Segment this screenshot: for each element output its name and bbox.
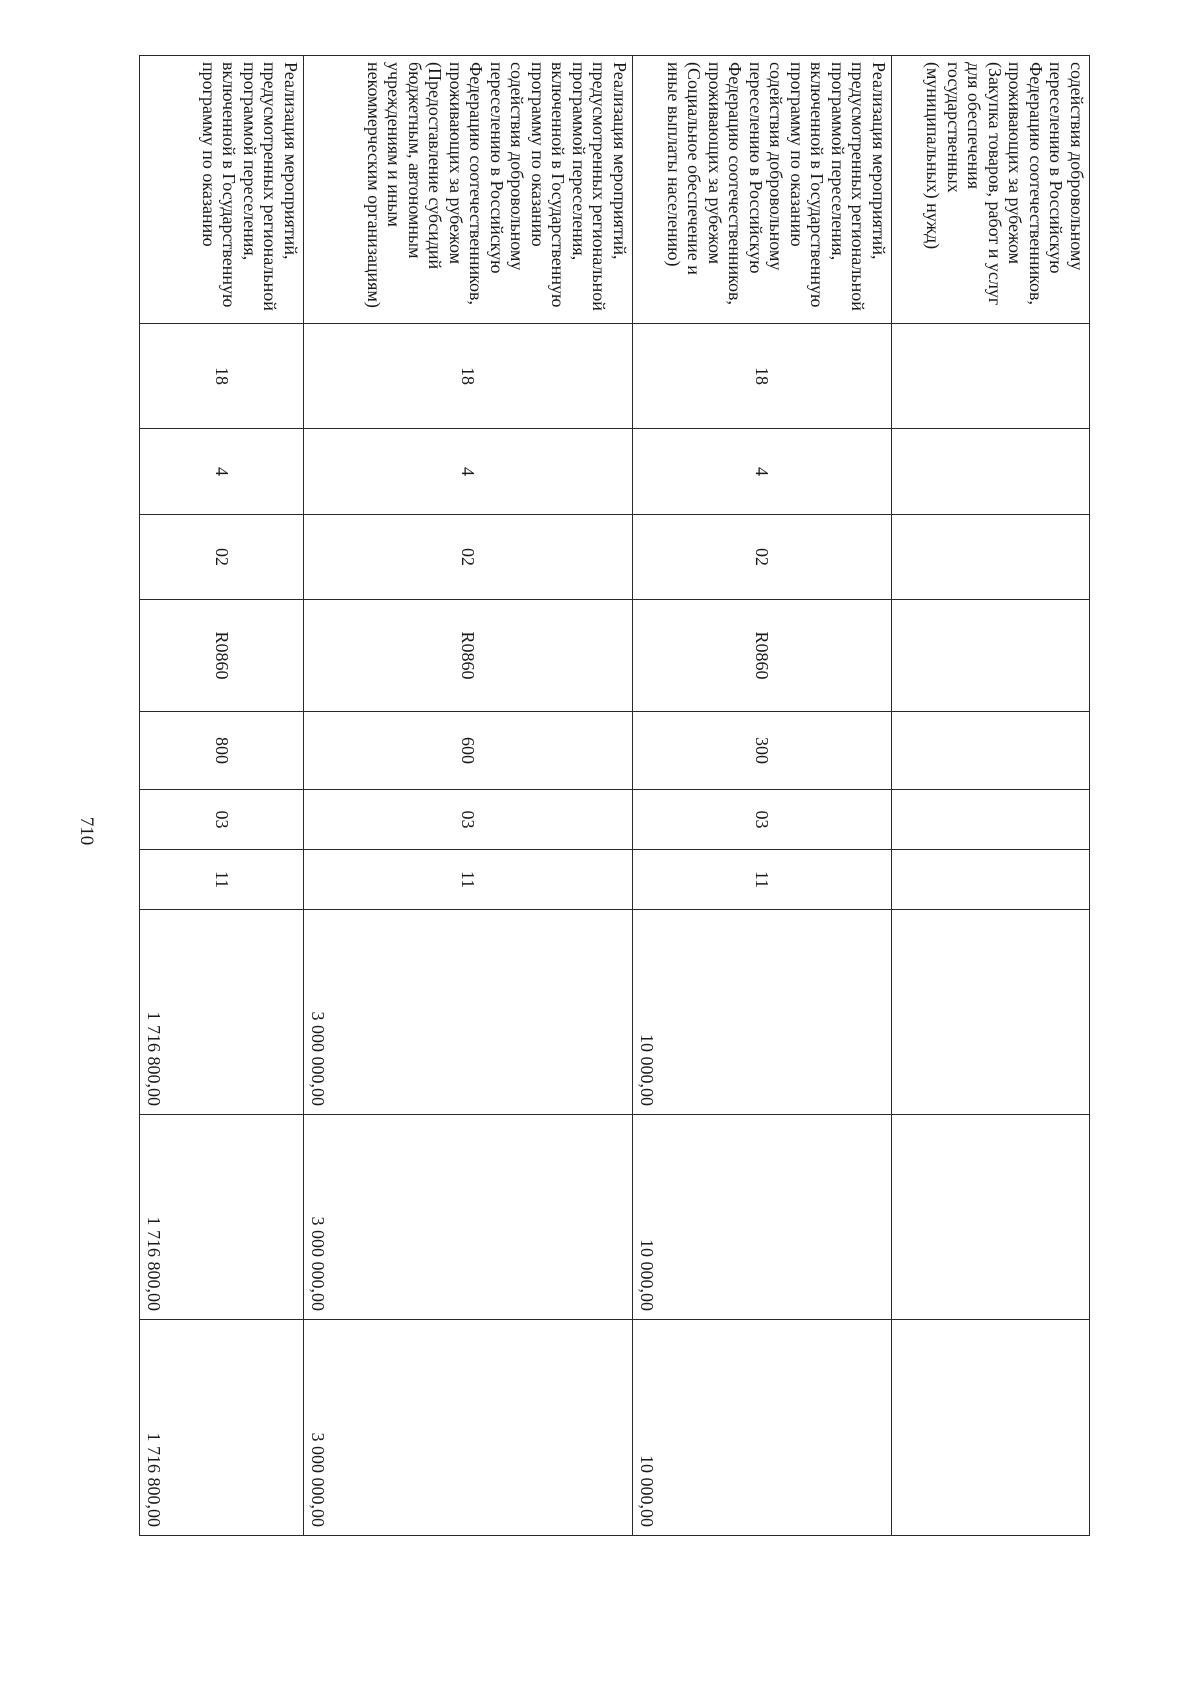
row-code-5 <box>892 712 1090 790</box>
row-code-4 <box>892 600 1090 712</box>
row-value-2: 10 000,00 <box>633 1115 892 1320</box>
row-code-1: 18 <box>304 324 633 429</box>
row-value-1: 1 716 800,00 <box>140 910 304 1115</box>
row-code-7: 11 <box>304 850 633 910</box>
row-code-5: 600 <box>304 712 633 790</box>
row-code-7: 11 <box>633 850 892 910</box>
row-code-6: 03 <box>633 790 892 850</box>
row-value-3: 1 716 800,00 <box>140 1320 304 1536</box>
row-code-4: R0860 <box>633 600 892 712</box>
row-code-3: 02 <box>633 515 892 600</box>
row-value-2 <box>892 1115 1090 1320</box>
table-row <box>304 56 633 1536</box>
table-row <box>633 56 892 1536</box>
table-row <box>140 56 304 1536</box>
row-code-5: 800 <box>140 712 304 790</box>
row-name: Реализация мероприятий, предусмотренных региональной программой переселения, включенной в Государственную программу по оказанию <box>140 56 304 324</box>
budget-table-sheet <box>140 55 1090 1535</box>
row-name: Реализация мероприятий, предусмотренных региональной программой переселения, включенной в Государственную программу по оказанию содействия добровольному переселению в Российскую Федерацию соотечественников, проживающих за рубежом (Предоставление субсидий бюджетным, автономным учреждениям и иным некоммерческим организациям) <box>304 56 633 324</box>
row-code-3 <box>892 515 1090 600</box>
row-code-6: 03 <box>140 790 304 850</box>
row-code-4: R0860 <box>140 600 304 712</box>
row-code-2 <box>892 429 1090 515</box>
row-code-1 <box>892 324 1090 429</box>
row-name: содействия добровольному переселению в Российскую Федерацию соотечественников, проживающих за рубежом (Закупка товаров, работ и услуг для обеспечения государственных (муниципальных) нужд) <box>892 56 1090 324</box>
row-code-6: 03 <box>304 790 633 850</box>
row-value-2: 1 716 800,00 <box>140 1115 304 1320</box>
row-value-3: 3 000 000,00 <box>304 1320 633 1536</box>
row-value-1: 3 000 000,00 <box>304 910 633 1115</box>
row-value-3 <box>892 1320 1090 1536</box>
row-code-1: 18 <box>633 324 892 429</box>
row-code-1: 18 <box>140 324 304 429</box>
row-code-7: 11 <box>140 850 304 910</box>
row-code-3: 02 <box>140 515 304 600</box>
row-code-2: 4 <box>140 429 304 515</box>
row-code-2: 4 <box>633 429 892 515</box>
row-code-7 <box>892 850 1090 910</box>
row-code-2: 4 <box>304 429 633 515</box>
row-value-3: 10 000,00 <box>633 1320 892 1536</box>
page-number: 710 <box>76 816 97 846</box>
row-value-1 <box>892 910 1090 1115</box>
budget-table <box>139 55 1090 1536</box>
row-code-6 <box>892 790 1090 850</box>
row-value-2: 3 000 000,00 <box>304 1115 633 1320</box>
row-code-3: 02 <box>304 515 633 600</box>
row-name: Реализация мероприятий, предусмотренных региональной программой переселения, включенной в Государственную программу по оказанию содействия добровольному переселению в Российскую Федерацию соотечественников, проживающих за рубежом (Социальное обеспечение и иные выплаты населению) <box>633 56 892 324</box>
table-row <box>892 56 1090 1536</box>
row-code-5: 300 <box>633 712 892 790</box>
row-value-1: 10 000,00 <box>633 910 892 1115</box>
row-code-4: R0860 <box>304 600 633 712</box>
